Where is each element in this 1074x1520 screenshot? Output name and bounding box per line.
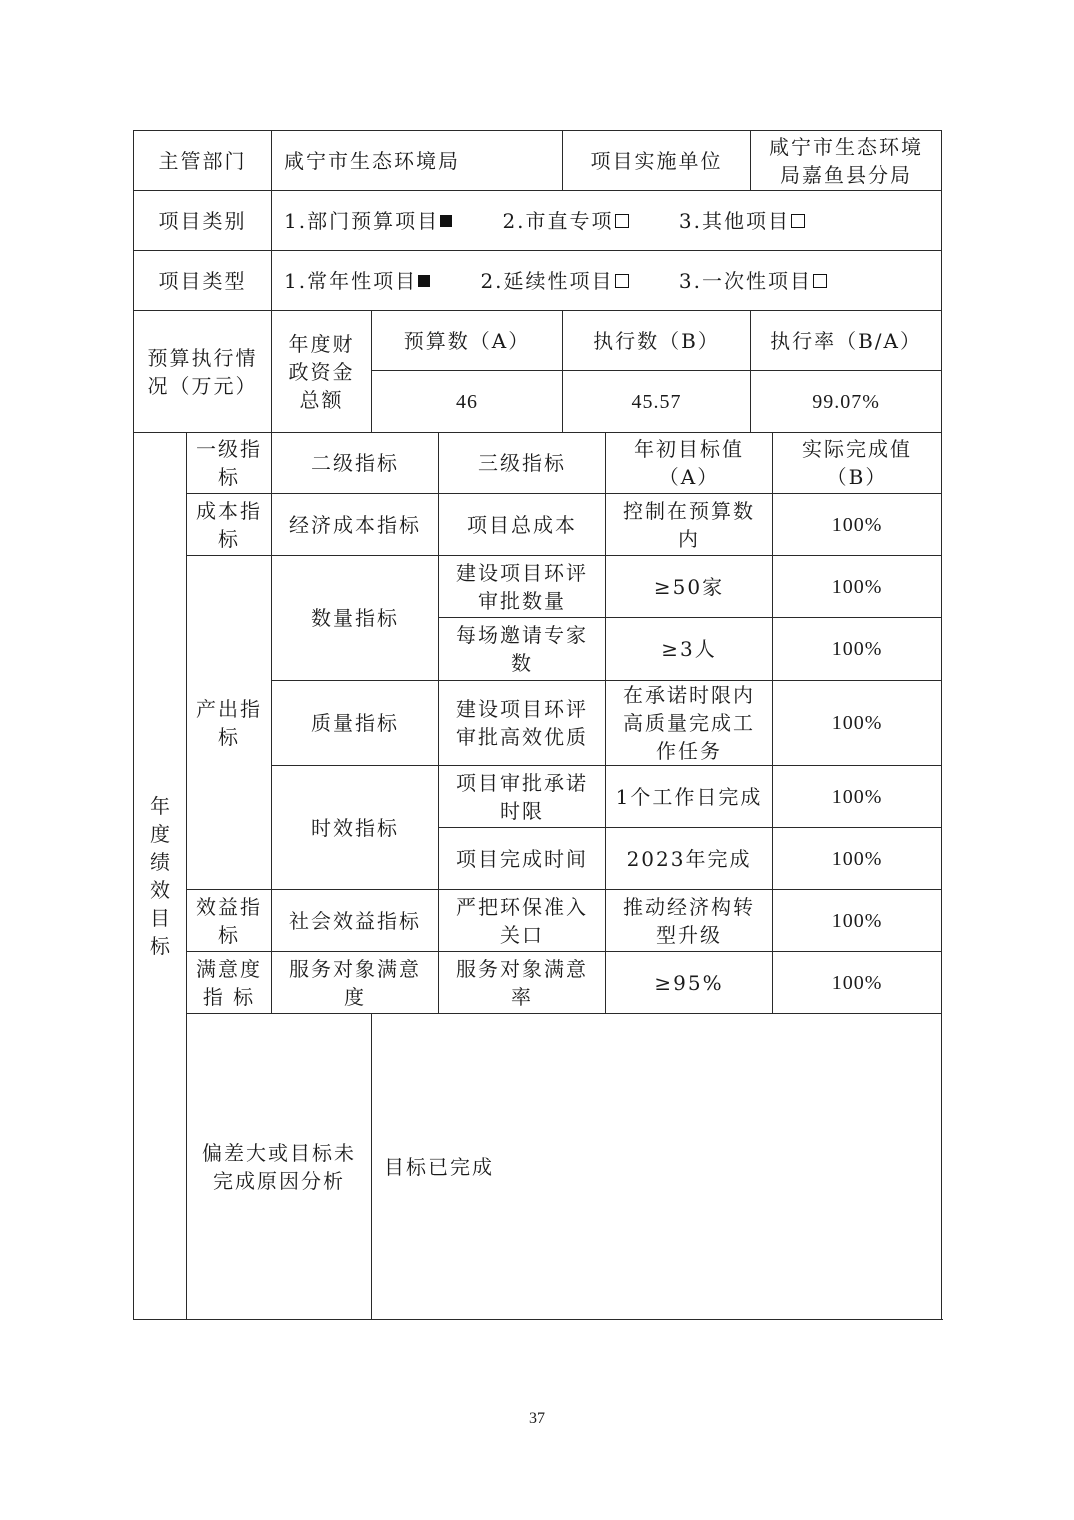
deviation-row <box>134 1014 942 1320</box>
dept-label: 主管部门 <box>134 131 272 191</box>
table-row <box>134 494 942 556</box>
budget-col-a: 预算数（A） <box>372 311 563 371</box>
satisfaction-actual: 100% <box>773 952 942 1014</box>
table-row <box>134 556 942 618</box>
dept-value: 咸宁市生态环境局 <box>272 131 563 191</box>
timeliness-l2: 时效指标 <box>272 766 439 890</box>
budget-value-a: 46 <box>372 371 563 433</box>
satisfaction-l1: 满意度指 标 <box>187 952 272 1014</box>
project-type-row <box>134 251 942 311</box>
unchecked-box-icon <box>615 274 629 288</box>
timeliness-actual-2: 100% <box>773 828 942 890</box>
budget-col-b: 执行数（B） <box>563 311 751 371</box>
type-option-1: 1.常年性项目 <box>284 267 430 295</box>
type-option-2: 2.延续性项目 <box>480 267 628 295</box>
category-option-2: 2.市直专项 <box>502 207 628 235</box>
benefit-l2: 社会效益指标 <box>272 890 439 952</box>
type-option-3: 3.一次性项目 <box>679 267 827 295</box>
timeliness-l3-2: 项目完成时间 <box>439 828 606 890</box>
quantity-target-2: ≥3人 <box>606 618 773 681</box>
quantity-l3-1: 建设项目环评审批数量 <box>439 556 606 618</box>
budget-total-label: 年度财政资金总额 <box>272 311 372 433</box>
timeliness-target-1: 1个工作日完成 <box>606 766 773 828</box>
level3-header: 三级指标 <box>439 433 606 494</box>
quality-l3: 建设项目环评审批高效优质 <box>439 681 606 766</box>
project-type-label: 项目类型 <box>134 251 272 311</box>
timeliness-l3-1: 项目审批承诺时限 <box>439 766 606 828</box>
deviation-label: 偏差大或目标未完成原因分析 <box>187 1014 372 1320</box>
page-number: 37 <box>529 1410 545 1427</box>
timeliness-actual-1: 100% <box>773 766 942 828</box>
timeliness-target-2: 2023年完成 <box>606 828 773 890</box>
cost-l3: 项目总成本 <box>439 494 606 556</box>
cost-actual: 100% <box>773 494 942 556</box>
project-type-options <box>272 251 942 311</box>
budget-col-rate: 执行率（B/A） <box>751 311 942 371</box>
cost-target: 控制在预算数内 <box>606 494 773 556</box>
actual-header: 实际完成值（B） <box>773 433 942 494</box>
quantity-actual-2: 100% <box>773 618 942 681</box>
performance-form-table <box>133 130 942 1320</box>
satisfaction-l2: 服务对象满意度 <box>272 952 439 1014</box>
quantity-l2: 数量指标 <box>272 556 439 681</box>
impl-label: 项目实施单位 <box>563 131 751 191</box>
level2-header: 二级指标 <box>272 433 439 494</box>
unchecked-box-icon <box>615 214 629 228</box>
table-row <box>134 890 942 952</box>
quantity-target-1: ≥50家 <box>606 556 773 618</box>
indicator-header-row <box>134 433 942 494</box>
budget-value-b: 45.57 <box>563 371 751 433</box>
unchecked-box-icon <box>813 274 827 288</box>
quality-actual: 100% <box>773 681 942 766</box>
budget-label: 预算执行情况（万元） <box>134 311 272 433</box>
satisfaction-target: ≥95% <box>606 952 773 1014</box>
benefit-target: 推动经济构转型升级 <box>606 890 773 952</box>
project-category-label: 项目类别 <box>134 191 272 251</box>
benefit-actual: 100% <box>773 890 942 952</box>
level1-header: 一级指标 <box>187 433 272 494</box>
output-l1: 产出指标 <box>187 556 272 890</box>
budget-header-row <box>134 311 942 371</box>
satisfaction-l3: 服务对象满意率 <box>439 952 606 1014</box>
quantity-l3-2: 每场邀请专家数 <box>439 618 606 681</box>
impl-value: 咸宁市生态环境局嘉鱼县分局 <box>751 131 942 191</box>
project-category-options <box>272 191 942 251</box>
unchecked-box-icon <box>791 214 805 228</box>
cost-l2: 经济成本指标 <box>272 494 439 556</box>
header-row <box>134 131 942 191</box>
benefit-l3: 严把环保准入关口 <box>439 890 606 952</box>
cost-l1: 成本指标 <box>187 494 272 556</box>
checked-box-icon <box>418 275 430 287</box>
category-option-3: 3.其他项目 <box>679 207 805 235</box>
annual-goals-label: 年度绩效目标 <box>134 433 187 1320</box>
quality-l2: 质量指标 <box>272 681 439 766</box>
project-category-row <box>134 191 942 251</box>
deviation-value: 目标已完成 <box>372 1014 942 1320</box>
quality-target: 在承诺时限内高质量完成工作任务 <box>606 681 773 766</box>
checked-box-icon <box>440 215 452 227</box>
table-row <box>134 952 942 1014</box>
target-header: 年初目标值（A） <box>606 433 773 494</box>
category-option-1: 1.部门预算项目 <box>284 207 452 235</box>
quantity-actual-1: 100% <box>773 556 942 618</box>
budget-value-rate: 99.07% <box>751 371 942 433</box>
benefit-l1: 效益指标 <box>187 890 272 952</box>
